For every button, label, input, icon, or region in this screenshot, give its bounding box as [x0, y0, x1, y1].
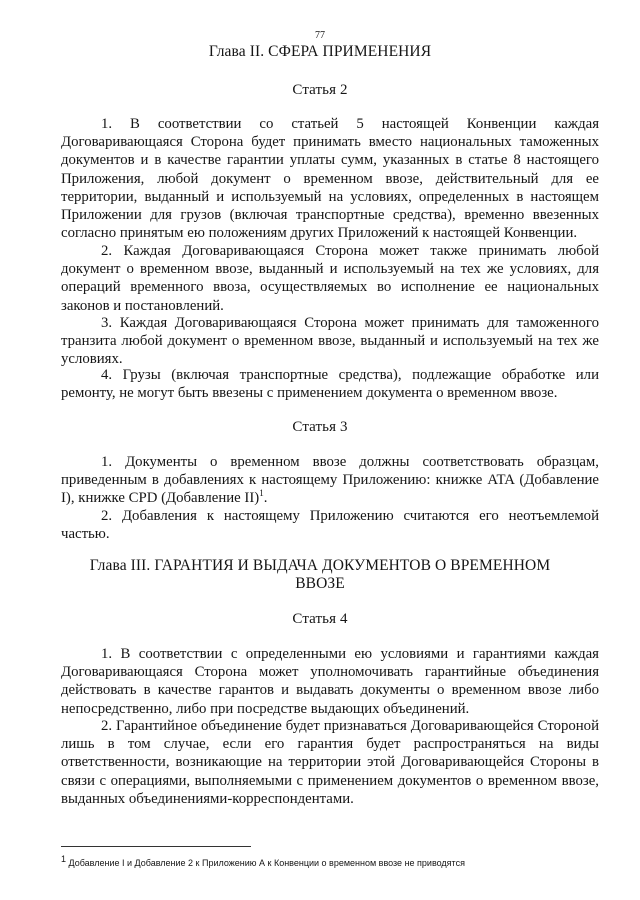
- article-2-paragraph-2: 2. Каждая Договаривающаяся Сторона может также принимать любой документ о временном ввозе, выданный и используемый на тех же условиях, для операций временного ввоза, осуществляемых во исполнение ее национальных законов и постановлений.: [61, 243, 599, 314]
- article-2-paragraph-3: 3. Каждая Договаривающаяся Сторона может принимать для таможенного транзита любой документ о временном ввозе, выданный и используемый на тех же условиях.: [61, 315, 599, 368]
- article-2-paragraph-1: 1. В соответствии со статьей 5 настоящей Конвенции каждая Договаривающаяся Сторона будет принимать вместо национальных таможенных документов и в качестве гарантии уплаты сумм, указанных в статье 8 настоящего Приложения, любой документ о временном ввозе, действительный для ее территории, выданный и используемый на условиях, определенных в настоящем Приложении для грузов (включая транспортные средства), временно ввезенных согласно принятым ею положениям других Приложений к настоящей Конвенции.: [61, 116, 599, 242]
- chapter-3-title-line-1: Глава III. ГАРАНТИЯ И ВЫДАЧА ДОКУМЕНТОВ О ВРЕМЕННОМ: [89, 557, 551, 574]
- article-3-paragraph-1-text: 1. Документы о временном ввозе должны соответствовать образцам, приведенным в добавлениях к настоящему Приложению: книжке ATA (Добавление I), книжке CPD (Добавление II): [61, 454, 599, 507]
- article-4-title: Статья 4: [292, 611, 348, 627]
- article-3-paragraph-2: 2. Добавления к настоящему Приложению считаются его неотъемлемой частью.: [61, 508, 599, 543]
- footnote-divider: [61, 846, 251, 847]
- article-4-paragraph-2: 2. Гарантийное объединение будет признаваться Договаривающейся Стороной лишь в том случае, если его гарантия будет распространяться на виды ответственности, возникающие на территории этой Договаривающейся Стороны в связи с операциями, выполняемыми с применением документов о временном ввозе, выданных объединениями-корреспондентами.: [61, 718, 599, 807]
- article-3-paragraph-1: [61, 453, 599, 508]
- footnote-reference: 1: [259, 488, 264, 499]
- article-3-title: Статья 3: [292, 419, 348, 435]
- footnote-marker: 1: [61, 854, 67, 864]
- chapter-3-title-line-2: ВВОЗЕ: [295, 575, 345, 592]
- article-3-paragraph-1-end: .: [263, 490, 268, 507]
- page-number: 77: [315, 30, 325, 41]
- footnote-text: Добавление I и Добавление 2 к Приложению А к Конвенции о временном ввозе не приводятся: [68, 858, 465, 868]
- article-2-title: Статья 2: [292, 82, 348, 98]
- footnote: [61, 854, 621, 869]
- article-2-paragraph-4: 4. Грузы (включая транспортные средства), подлежащие обработке или ремонту, не могут быть ввезены с применением документа о временном ввозе.: [61, 367, 599, 402]
- article-4-paragraph-1: 1. В соответствии с определенными ею условиями и гарантиями каждая Договаривающаяся Сторона может уполномочивать гарантийные объединения действовать в качестве гарантов и выдавать документы о временном ввозе либо непосредственно, либо при посредстве выдающих объединений.: [61, 646, 599, 717]
- chapter-2-title: Глава II. СФЕРА ПРИМЕНЕНИЯ: [208, 43, 432, 60]
